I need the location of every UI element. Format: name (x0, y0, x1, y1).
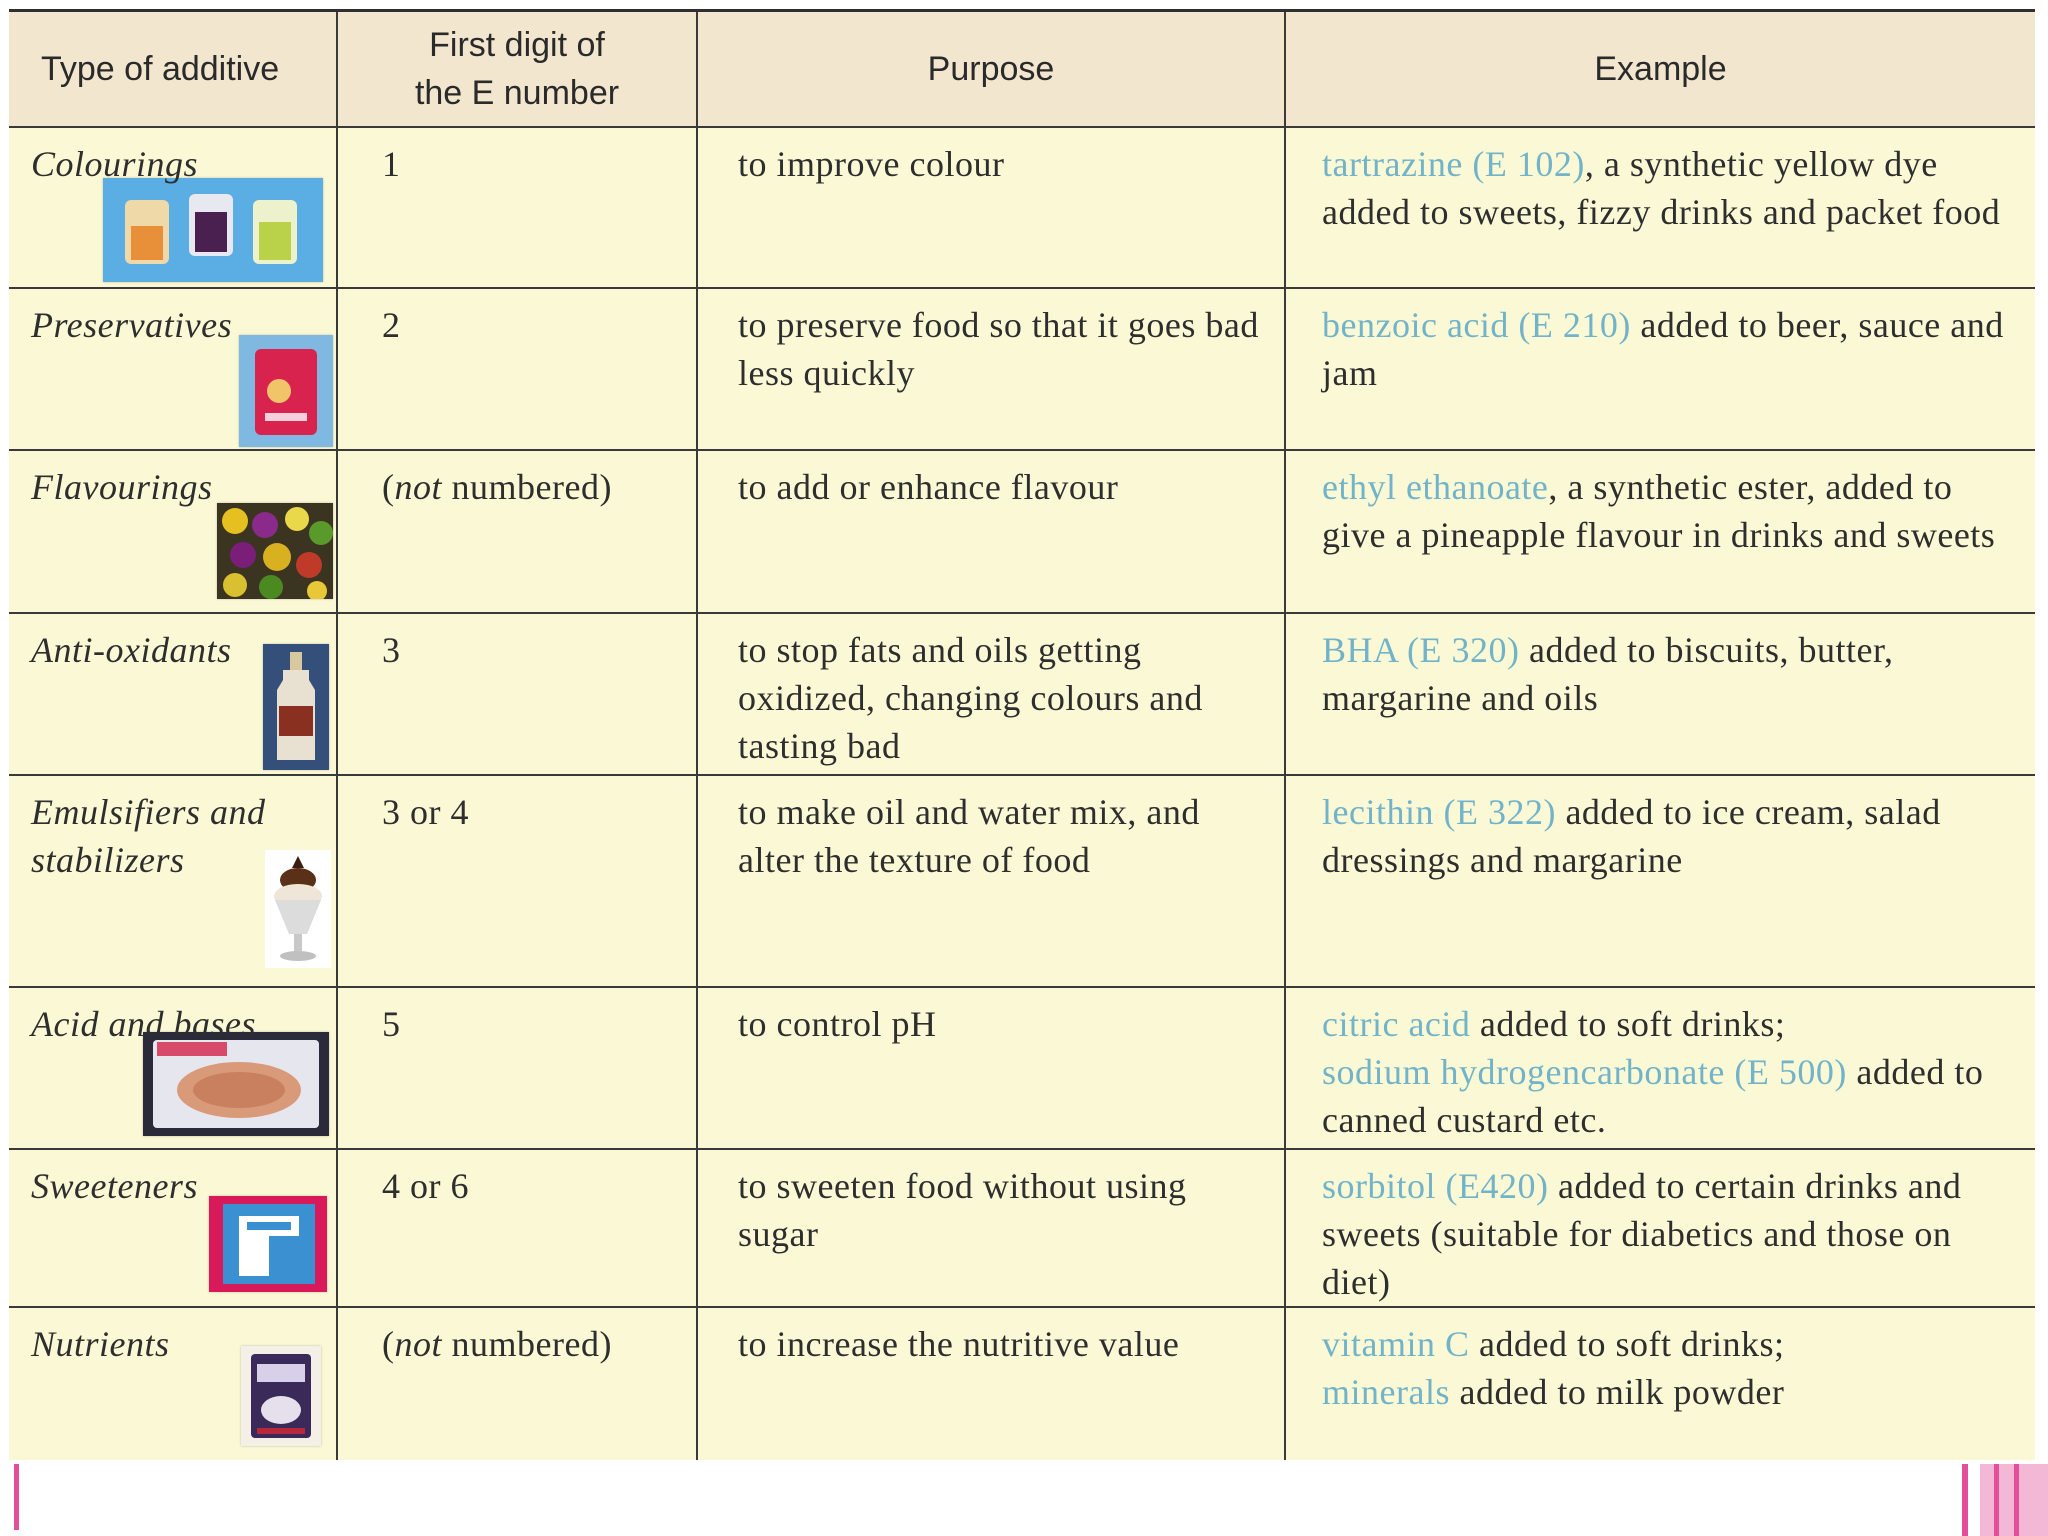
example-text: added to biscuits, butter, margarine and oils (1322, 630, 1894, 718)
left-pink-bar (14, 1464, 19, 1530)
example-additive: tartrazine (E 102) (1322, 144, 1585, 184)
colouring-drinks-image (103, 178, 323, 282)
preserved-food-pack-image (239, 335, 333, 447)
cell-example (1285, 450, 2035, 613)
cell-type (9, 288, 337, 450)
example-text: added to soft drinks; (1470, 1004, 1786, 1044)
milk-powder-can-image (241, 1346, 321, 1446)
cell-e-digit: 3 or 4 (337, 775, 697, 987)
cell-type (9, 1149, 337, 1307)
header-first-digit (337, 12, 697, 127)
example-text: added to beer, sauce and jam (1322, 305, 2004, 393)
example-text: , a synthetic yellow dye added to sweets, fizzy drinks and packet food (1322, 144, 2001, 232)
table-row (9, 1149, 2035, 1307)
not-italic: not (394, 1324, 443, 1364)
example-additive: BHA (E 320) (1322, 630, 1520, 670)
oil-bottle-image (263, 644, 329, 770)
sweetener-box-image (209, 1196, 327, 1292)
cell-example (1285, 1307, 2035, 1462)
right-pink-bar-4 (2014, 1464, 2019, 1536)
header-purpose: Purpose (697, 12, 1285, 127)
cell-purpose: to add or enhance flavour (697, 450, 1285, 613)
table-row (9, 288, 2035, 450)
additive-type: Colourings (31, 144, 199, 184)
cell-purpose: to improve colour (697, 127, 1285, 288)
cell-type (9, 613, 337, 775)
packaged-food-image (143, 1032, 329, 1136)
table-row (9, 1307, 2035, 1462)
table-row (9, 775, 2035, 987)
cell-example (1285, 127, 2035, 288)
additive-type: Anti-oxidants (31, 630, 232, 670)
additive-type-line2: stabilizers (31, 840, 185, 880)
additive-type: Sweeteners (31, 1166, 198, 1206)
cell-e-digit: 1 (337, 127, 697, 288)
cell-purpose: to stop fats and oils getting oxidized, changing colours and tasting bad (697, 613, 1285, 775)
cell-e-digit: 3 (337, 613, 697, 775)
cell-purpose: to make oil and water mix, and alter the texture of food (697, 775, 1285, 987)
example-text: added to milk powder (1449, 1372, 1785, 1412)
example-additive: vitamin C (1322, 1324, 1470, 1364)
right-pink-bar-3 (1994, 1464, 1999, 1536)
table-row (9, 450, 2035, 613)
additive-type: Preservatives (31, 305, 233, 345)
cell-type (9, 450, 337, 613)
additive-type-line1: Emulsifiers and (31, 792, 266, 832)
additive-type: Flavourings (31, 467, 213, 507)
example-text: added to certain drinks and sweets (suitable for diabetics and those on diet) (1322, 1166, 1962, 1302)
header-example: Example (1285, 12, 2035, 127)
header-row (9, 12, 2035, 127)
example-text: added to canned custard etc. (1322, 1052, 1984, 1140)
additives-table-container (9, 9, 2035, 1457)
cell-e-digit: 2 (337, 288, 697, 450)
not-italic: not (394, 467, 443, 507)
additive-type: Acid and bases (31, 1004, 256, 1044)
ice-cream-sundae-image (265, 850, 331, 968)
example-additive: citric acid (1322, 1004, 1471, 1044)
cell-type (9, 775, 337, 987)
cell-e-digit: 4 or 6 (337, 1149, 697, 1307)
cell-purpose: to increase the nutritive value (697, 1307, 1285, 1462)
example-additive: benzoic acid (E 210) (1322, 305, 1631, 345)
cell-example (1285, 775, 2035, 987)
cell-e-digit: (not numbered) (337, 450, 697, 613)
table-row (9, 127, 2035, 288)
table-row (9, 613, 2035, 775)
header-first-digit-line1: First digit of (429, 26, 605, 64)
example-text: , a synthetic ester, added to give a pineapple flavour in drinks and sweets (1322, 467, 1996, 555)
example-text: added to ice cream, salad dressings and margarine (1322, 792, 1941, 880)
example-additive: minerals (1322, 1372, 1450, 1412)
numbered-text: numbered) (442, 1324, 612, 1364)
example-additive: sodium hydrogencarbonate (E 500) (1322, 1052, 1847, 1092)
cell-type (9, 127, 337, 288)
food-additives-table (9, 12, 2035, 1462)
cell-purpose: to sweeten food without using sugar (697, 1149, 1285, 1307)
cell-e-digit: 5 (337, 987, 697, 1149)
cell-example (1285, 613, 2035, 775)
table-row (9, 987, 2035, 1149)
header-first-digit-line2: the E number (414, 74, 620, 112)
example-text: added to soft drinks; (1469, 1324, 1785, 1364)
sweets-image (217, 503, 333, 599)
cell-example (1285, 1149, 2035, 1307)
cell-purpose: to control pH (697, 987, 1285, 1149)
example-additive: ethyl ethanoate (1322, 467, 1549, 507)
cell-e-digit: (not numbered) (337, 1307, 697, 1462)
cell-example (1285, 987, 2035, 1149)
cell-type (9, 987, 337, 1149)
right-pink-bar-1 (1962, 1464, 1968, 1536)
example-additive: sorbitol (E420) (1322, 1166, 1549, 1206)
cell-purpose: to preserve food so that it goes bad less quickly (697, 288, 1285, 450)
numbered-text: numbered) (442, 467, 612, 507)
bottom-margin-strip (0, 1460, 2048, 1536)
header-type: Type of additive (9, 12, 337, 127)
additive-type: Nutrients (31, 1324, 170, 1364)
cell-type (9, 1307, 337, 1462)
cell-example (1285, 288, 2035, 450)
example-additive: lecithin (E 322) (1322, 792, 1556, 832)
